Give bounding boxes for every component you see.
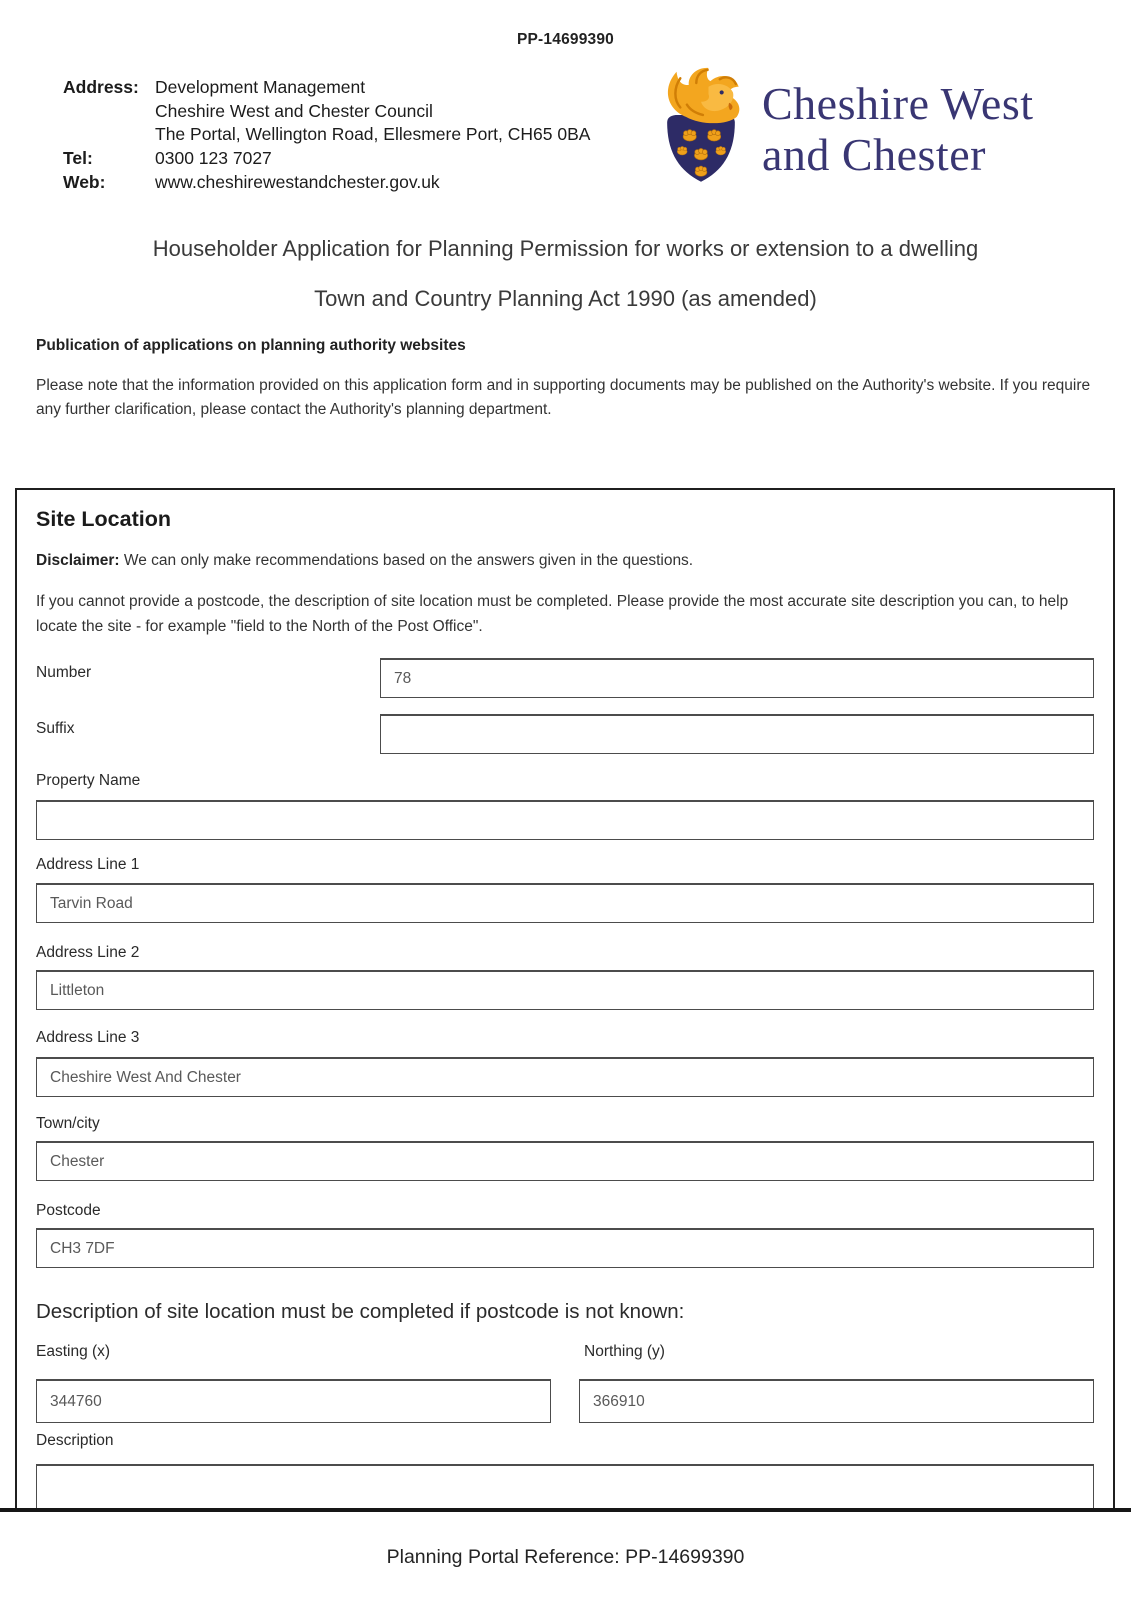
publication-note-body: Please note that the information provided on this application form and in supporting documents may be published on the Authority's website. If you require any further clarification, please contact the Authority's planning department. bbox=[36, 377, 1091, 418]
authority-contact-block bbox=[63, 76, 590, 195]
council-logo bbox=[654, 64, 1034, 196]
tel-value: 0300 123 7027 bbox=[155, 148, 272, 169]
easting-label: Easting (x) bbox=[36, 1343, 111, 1360]
form-subtitle: Town and Country Planning Act 1990 (as amended) bbox=[314, 286, 817, 311]
postcode-input[interactable] bbox=[36, 1228, 1094, 1268]
northing-label: Northing (y) bbox=[584, 1343, 665, 1360]
disclaimer-text: Disclaimer: We can only make recommendations based on the answers given in the questions. bbox=[36, 552, 694, 569]
address-line: The Portal, Wellington Road, Ellesmere Port, CH65 0BA bbox=[155, 124, 591, 145]
application-reference: PP-14699390 bbox=[516, 31, 614, 48]
postcode-label: Postcode bbox=[36, 1202, 101, 1219]
site-location-section bbox=[15, 488, 1115, 1508]
council-logo-text bbox=[762, 78, 1034, 180]
address-line-1-label: Address Line 1 bbox=[36, 856, 140, 873]
address-line-2-label: Address Line 2 bbox=[36, 944, 140, 961]
tel-label: Tel: bbox=[63, 148, 93, 169]
description-subheading: Description of site location must be completed if postcode is not known: bbox=[36, 1300, 685, 1323]
form-title: Householder Application for Planning Permission for works or extension to a dwelling bbox=[152, 236, 979, 261]
northing-input[interactable] bbox=[579, 1379, 1094, 1423]
suffix-input[interactable] bbox=[380, 714, 1094, 754]
address-line-3-label: Address Line 3 bbox=[36, 1029, 140, 1046]
town-city-label: Town/city bbox=[36, 1115, 100, 1132]
property-name-input[interactable] bbox=[36, 800, 1094, 840]
logo-line2: and Chester bbox=[762, 129, 986, 180]
page-break-rule bbox=[0, 1508, 1131, 1512]
address-line: Cheshire West and Chester Council bbox=[155, 100, 433, 121]
description-label: Description bbox=[36, 1432, 114, 1449]
publication-note-heading: Publication of applications on planning authority websites bbox=[36, 337, 466, 354]
address-line: Development Management bbox=[155, 77, 366, 97]
address-label: Address: bbox=[63, 77, 139, 97]
web-label: Web: bbox=[63, 171, 106, 192]
property-name-label: Property Name bbox=[36, 772, 141, 789]
council-crest-icon bbox=[654, 64, 748, 196]
section-heading: Site Location bbox=[36, 507, 171, 531]
logo-line1: Cheshire West bbox=[762, 78, 1034, 129]
address-line-3-input[interactable] bbox=[36, 1057, 1094, 1097]
site-location-intro: If you cannot provide a postcode, the description of site location must be completed. Please provide the most accurate site description you can, to help locate the site - for example "field to the North of the Post Office". bbox=[36, 593, 1069, 635]
number-input[interactable] bbox=[380, 658, 1094, 698]
suffix-label: Suffix bbox=[36, 720, 75, 737]
number-label: Number bbox=[36, 664, 92, 681]
disclaimer-label: Disclaimer: bbox=[36, 552, 120, 569]
planning-portal-reference-footer: Planning Portal Reference: PP-14699390 bbox=[386, 1546, 745, 1568]
easting-input[interactable] bbox=[36, 1379, 551, 1423]
web-value: www.cheshirewestandchester.gov.uk bbox=[155, 171, 440, 192]
town-city-input[interactable] bbox=[36, 1141, 1094, 1181]
address-line-2-input[interactable] bbox=[36, 970, 1094, 1010]
description-textarea[interactable] bbox=[36, 1464, 1094, 1508]
address-line-1-input[interactable] bbox=[36, 883, 1094, 923]
lion-icon bbox=[668, 68, 739, 123]
